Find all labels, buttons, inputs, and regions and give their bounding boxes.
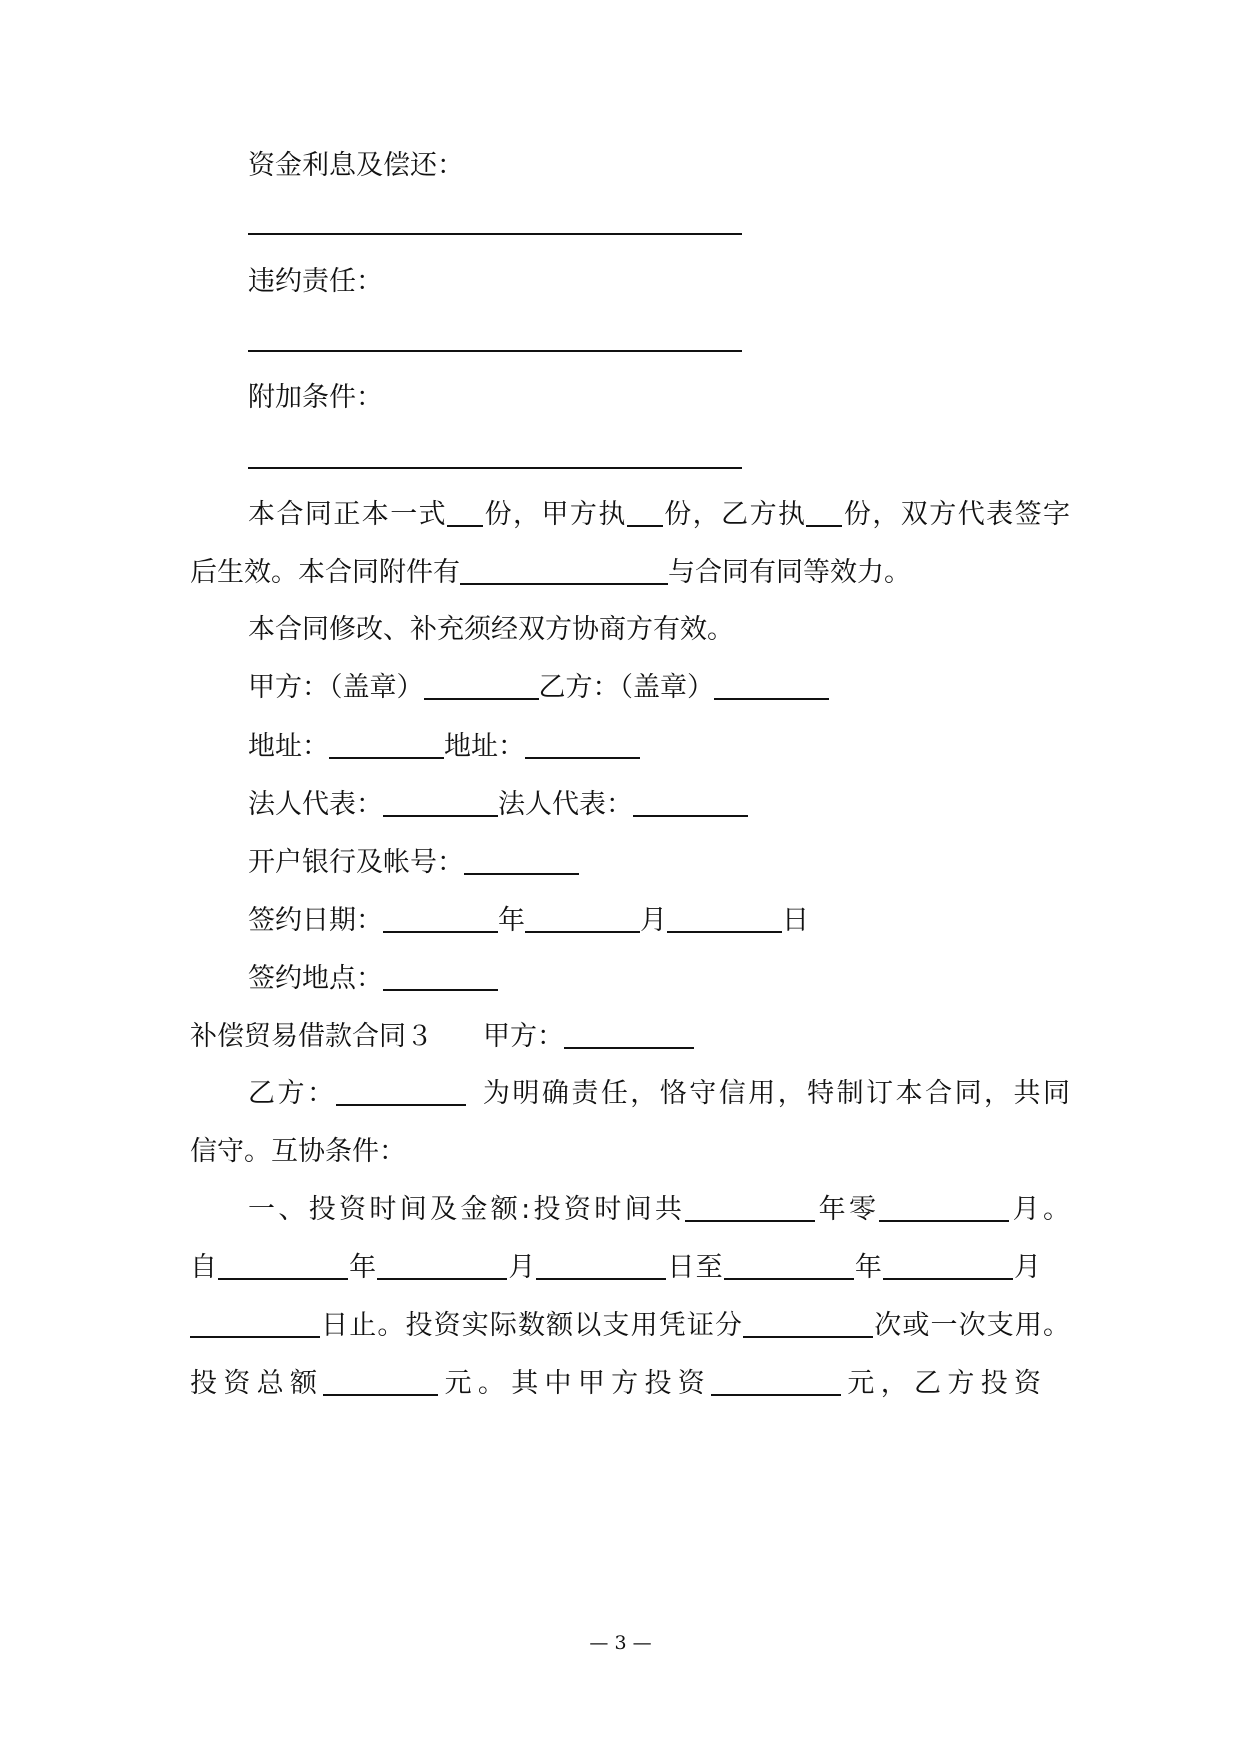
contract-title: 补偿贸易借款合同３ — [190, 1021, 433, 1052]
blank — [377, 1250, 507, 1280]
blank — [383, 903, 498, 933]
blank — [323, 1366, 438, 1396]
sign-date-line: 签约日期： 年 月 日 — [248, 905, 809, 936]
seal-line: 甲方：（盖章） 乙方：（盖章） — [248, 670, 1128, 706]
address-line: 地址： 地址： — [248, 729, 1128, 765]
bank-line: 开户银行及帐号： — [248, 845, 1128, 881]
blank — [447, 497, 483, 527]
contract-title-line: 补偿贸易借款合同３ 甲方： — [190, 1019, 1070, 1055]
invest-period-line: 自 年 月 日至 年 月 — [190, 1252, 1042, 1283]
invest-total-line: 投资总额 元。其中甲方投资 元，乙方投资 — [190, 1368, 1042, 1399]
blank — [424, 670, 539, 700]
effect-clause: 后生效。本合同附件有 与合同有同等效力。 — [190, 557, 911, 588]
fill-in-line — [248, 467, 742, 469]
blank — [336, 1076, 466, 1106]
blank — [329, 729, 444, 759]
section-label-breach: 违约责任： — [248, 266, 383, 297]
blank — [383, 787, 498, 817]
blank — [536, 1250, 666, 1280]
blank — [633, 787, 748, 817]
blank — [743, 1308, 873, 1338]
blank — [190, 1308, 320, 1338]
invest-time-line: 一、投资时间及金额:投资时间共 年零 月。 — [248, 1194, 1071, 1225]
blank — [667, 903, 782, 933]
invest-until-line: 日止。投资实际数额以支用凭证分 次或一次支用。 — [190, 1308, 1070, 1344]
blank — [883, 1250, 1013, 1280]
blank — [460, 555, 668, 585]
trust-line: 信守。互协条件： — [190, 1136, 406, 1167]
blank — [627, 497, 663, 527]
section-label-additional: 附加条件： — [248, 382, 383, 413]
fill-in-line — [248, 350, 742, 352]
fill-in-line — [248, 233, 742, 235]
amend-clause: 本合同修改、补充须经双方协商方有效。 — [248, 614, 734, 645]
legal-rep-line: 法人代表： 法人代表： — [248, 787, 1128, 823]
blank — [714, 670, 829, 700]
section-label-interest: 资金利息及偿还： — [248, 150, 464, 181]
party-b-line: 乙方： 为明确责任，恪守信用，特制订本合同，共同 — [248, 1078, 1071, 1109]
sign-place-line: 签约地点： — [248, 961, 1128, 997]
page-number: — 3 — — [589, 1632, 652, 1654]
blank — [806, 497, 842, 527]
blank — [724, 1250, 854, 1280]
blank — [525, 903, 640, 933]
blank — [685, 1192, 815, 1222]
copies-clause: 本合同正本一式 份，甲方执 份，乙方执 份，双方代表签字 — [248, 499, 1071, 530]
blank — [879, 1192, 1009, 1222]
blank — [711, 1366, 841, 1396]
blank — [525, 729, 640, 759]
blank — [564, 1019, 694, 1049]
blank — [464, 845, 579, 875]
blank — [218, 1250, 348, 1280]
blank — [383, 961, 498, 991]
